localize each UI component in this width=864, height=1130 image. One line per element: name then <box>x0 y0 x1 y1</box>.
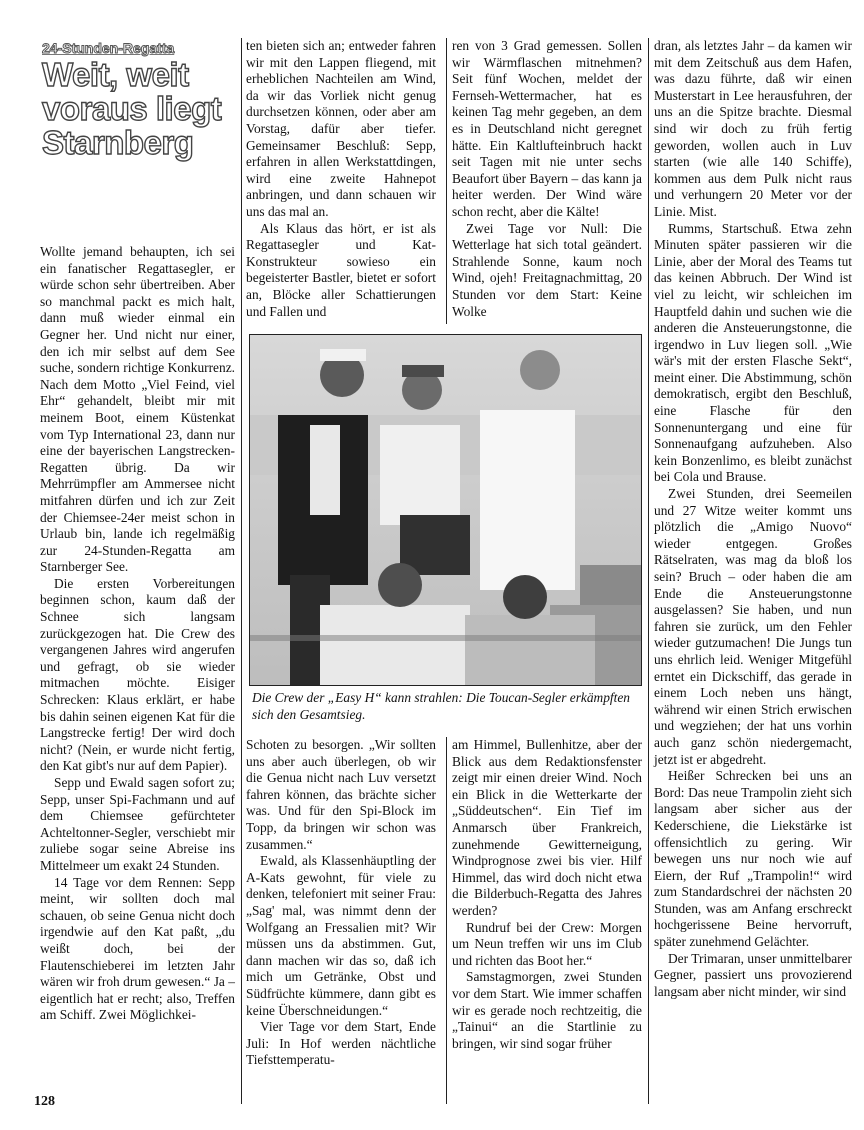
paragraph: Sepp und Ewald sagen sofort zu; Sepp, unser Spi-Fachmann und auf dem Chiemsee gefürchteter Achteltonner-Segler, verschiebt mir zuliebe sogar seine Abreise ins Mittelmeer um exakt 24 Stunden. <box>40 775 235 873</box>
column-rule <box>241 38 242 1104</box>
article-column-3-top <box>452 38 642 320</box>
paragraph: ren von 3 Grad gemessen. Sollen wir Wärmflaschen mitnehmen? Seit fünf Wochen, meldet der Fernseh-Wettermacher, hat es keinen Tag mehr gegeben, an dem es in Deutschland nicht geregnet hätte. Ein Kaltlufteinbruch hackt seit Tagen mit nie unter sechs Beaufort über Bayern – das kann ja heiter werden. Der Wind wäre schon recht, aber die Kälte! <box>452 38 642 219</box>
photo-caption: Die Crew der „Easy H“ kann strahlen: Die Toucan-Segler erkämpften sich den Gesamtsieg. <box>252 690 630 722</box>
article-column-4 <box>654 38 852 1000</box>
column-rule <box>648 38 649 1104</box>
paragraph: dran, als letztes Jahr – da kamen wir mit dem Zeitschuß aus dem Hafen, was dazu führte, daß wir einen Musterstart in Lee herausfuhren, der uns an die Spitze brachte. Diesmal sind wir doch zu früh fertig geworden, wollen auch in Luv starten (wie alle 140 Schiffe), kommen aus dem Pulk nicht raus und verhungern 20 Meter vor der Linie. Mist. <box>654 38 852 219</box>
article-column-2-bottom <box>246 737 436 1069</box>
paragraph: Wollte jemand behaupten, ich sei ein fanatischer Regattasegler, er würde schon sehr übertreiben. Aber so manchmal packt es mich halt, dann muß wieder einmal ein Gegner her. Und nicht nur einer, den ich mir selbst auf dem See suche, sondern richtige Konkurrenz. Nach dem Motto „Viel Feind, viel Ehr“ gehandelt, bleibt mir mit meinem Boot, einem Küstenkat vom Typ International 23, dann nur eine der bayerischen Langstrecken-Regatten übrig. Da wir Mehrrümpfler am Ammersee nicht mitfahren dürfen und ich zur Zeit der Chiemsee-24er meist schon in Urlaub bin, lande ich regelmäßig zur 24-Stunden-Regatta am Starnberger See. <box>40 244 235 575</box>
article-column-1 <box>40 244 235 1024</box>
paragraph: Ewald, als Klassenhäuptling der A-Kats gewohnt, für viele zu denken, telefoniert mit seiner Frau: „Sag' mal, was nimmt denn der Wolfgang an Fressalien mit? Wir müssen uns da abstimmen. Gut, dann machen wir das so, daß ich mich um Getränke, Obst und Südfrüchte kümmere, dann gibt es keine Überschneidungen.“ <box>246 853 436 1018</box>
paragraph: Zwei Tage vor Null: Die Wetterlage hat sich total geändert. Strahlende Sonne, kaum noch Wind, ojeh! Freitagnachmittag, 20 Stunden vor dem Start: Keine Wolke <box>452 220 642 319</box>
paragraph: Rundruf bei der Crew: Morgen um Neun treffen wir uns im Club und richten das Boot her.“ <box>452 919 642 968</box>
paragraph: 14 Tage vor dem Rennen: Sepp meint, wir sollten doch mal schauen, ob seine Genua nicht doch irgendwie auf den Kat paßt, „du weißt doch, bei der Flautenschieberei im letzten Jahr wären wir froh drum gewesen.“ Ja – eigentlich hat er recht; also, Treffen am Schiff. Zwei Möglichkei- <box>40 874 235 1023</box>
paragraph: Rumms, Startschuß. Etwa zehn Minuten später passieren wir die Linie, aber der Moral des Teams tut das keinen Abbruch. Der Wind ist viel zu leicht, wir schleichen im Hauptfeld dahin und suchen wie die anderen die Ansteuerungstonne, die irgendwo in Luv liegen soll. „Wie wär's mit der ersten Flasche Sekt“, meint einer. Die Abstimmung, schön demokratisch, ergibt den Beschluß, eine Flasche für den Sonnenuntergang und eine für Sonnenaufgang aufzuheben. Also kein Bonzenlimo, es bleibt zunächst bei Cola und Brause. <box>654 220 852 485</box>
column-rule <box>446 38 447 324</box>
crew-photo <box>249 334 642 686</box>
paragraph: Der Trimaran, unser unmittelbarer Gegner, passiert uns provozierend langsam aber nicht minder, wir sind <box>654 950 852 999</box>
paragraph: Die ersten Vorbereitungen beginnen schon, kaum daß der Schnee sich langsam zurückgezogen hat. Die Crew des vergangenen Jahres wird angerufen und gefragt, ob sie wieder mitmachen möchte. Eisiger Schrecken: Klaus erklärt, er habe bis dahin seinen eigenen Kat für die Langstrecke fertig! Der wird doch nicht? (Nein, er wurde nicht fertig, den Kat gibt's nur auf dem Papier). <box>40 575 235 774</box>
headline-title: Weit, weit voraus liegt Starnberg <box>42 56 222 161</box>
paragraph: Zwei Stunden, drei Seemeilen und 27 Witze weiter kommt uns plötzlich die „Amigo Nuovo“ wieder entgegen. Großes Rätselraten, was mag da bloß los sein? Bruch – oder haben die am Ende die Ansteuerungstonne ausgelassen? Sie haben, und nun fahren sie zurück, um den Fehler wieder gutzumachen! Die Jungs tun uns ehrlich leid. Weniger Mitgefühl erntet ein Dickschiff, das gerade in einem Loch neben uns hängt, während wir einen Strich erwischen und wegziehen; der hat uns vorhin auch ganz schön niedergemacht, jetzt ist er abgedreht. <box>654 486 852 767</box>
paragraph: am Himmel, Bullenhitze, aber der Blick aus dem Redaktionsfenster zeigt mir einen dreier Wind. Noch ein Blick in die Wetterkarte der „Süddeutschen“. Ein Tief im Anmarsch über Frankreich, zunehmende Gewitterneigung, Windprognose zwei bis vier. Hilf Himmel, das wird doch nicht etwa die Bilderbuch-Regatta des Jahres werden? <box>452 737 642 918</box>
paragraph: Heißer Schrecken bei uns an Bord: Das neue Trampolin zieht sich langsam aber sicher aus der Kederschiene, die Liekstärke ist offensichtlich zu gering. Wir bewegen uns nur noch wie auf Eiern, der Ruf „Trampolin!“ wird zum Standardschrei der nächsten 20 Stunden, was am Anfang erschreckt hochgerissene Beine hervorruft, später zunehmend Gelächter. <box>654 768 852 950</box>
column-rule <box>446 737 447 1104</box>
paragraph: Als Klaus das hört, er ist als Regattasegler und Kat-Konstrukteur sowieso ein begeisterter Bastler, bietet er sofort an, Blöcke aller Schattierungen und Fallen und <box>246 220 436 319</box>
headline-kicker: 24-Stunden-Regatta <box>42 40 175 56</box>
article-column-3-bottom <box>452 737 642 1052</box>
paragraph: ten bieten sich an; entweder fahren wir mit den Lappen fliegend, mit erheblichen Nachteilen am Wind, da wir das Vorliek nicht genug durchsetzen können, oder aber am Vorstag, dafür aber tiefer. Gemeinsamer Beschluß: Sepp, erfahren in allen Werkstattdingen, wird eine zweite Hahnepot anbringen, und dann schauen wir uns das mal an. <box>246 38 436 219</box>
paragraph: Samstagmorgen, zwei Stunden vor dem Start. Wie immer schaffen wir es gerade noch rechtzeitig, die „Tainui“ an die Startlinie zu bringen, wir sind sogar früher <box>452 969 642 1051</box>
page-number: 128 <box>34 1094 55 1109</box>
article-column-2-top <box>246 38 436 320</box>
paragraph: Vier Tage vor dem Start, Ende Juli: In Hof werden nächtliche Tiefsttemperatu- <box>246 1019 436 1068</box>
crew-photo-image <box>250 335 642 686</box>
paragraph: Schoten zu besorgen. „Wir sollten uns aber auch überlegen, ob wir die Genua nicht nach Luv versetzt fahren können, das brächte sicher was. Und für den Spi-Block im Topp, da bringen wir schon was zusammen.“ <box>246 737 436 852</box>
headline <box>42 40 237 160</box>
